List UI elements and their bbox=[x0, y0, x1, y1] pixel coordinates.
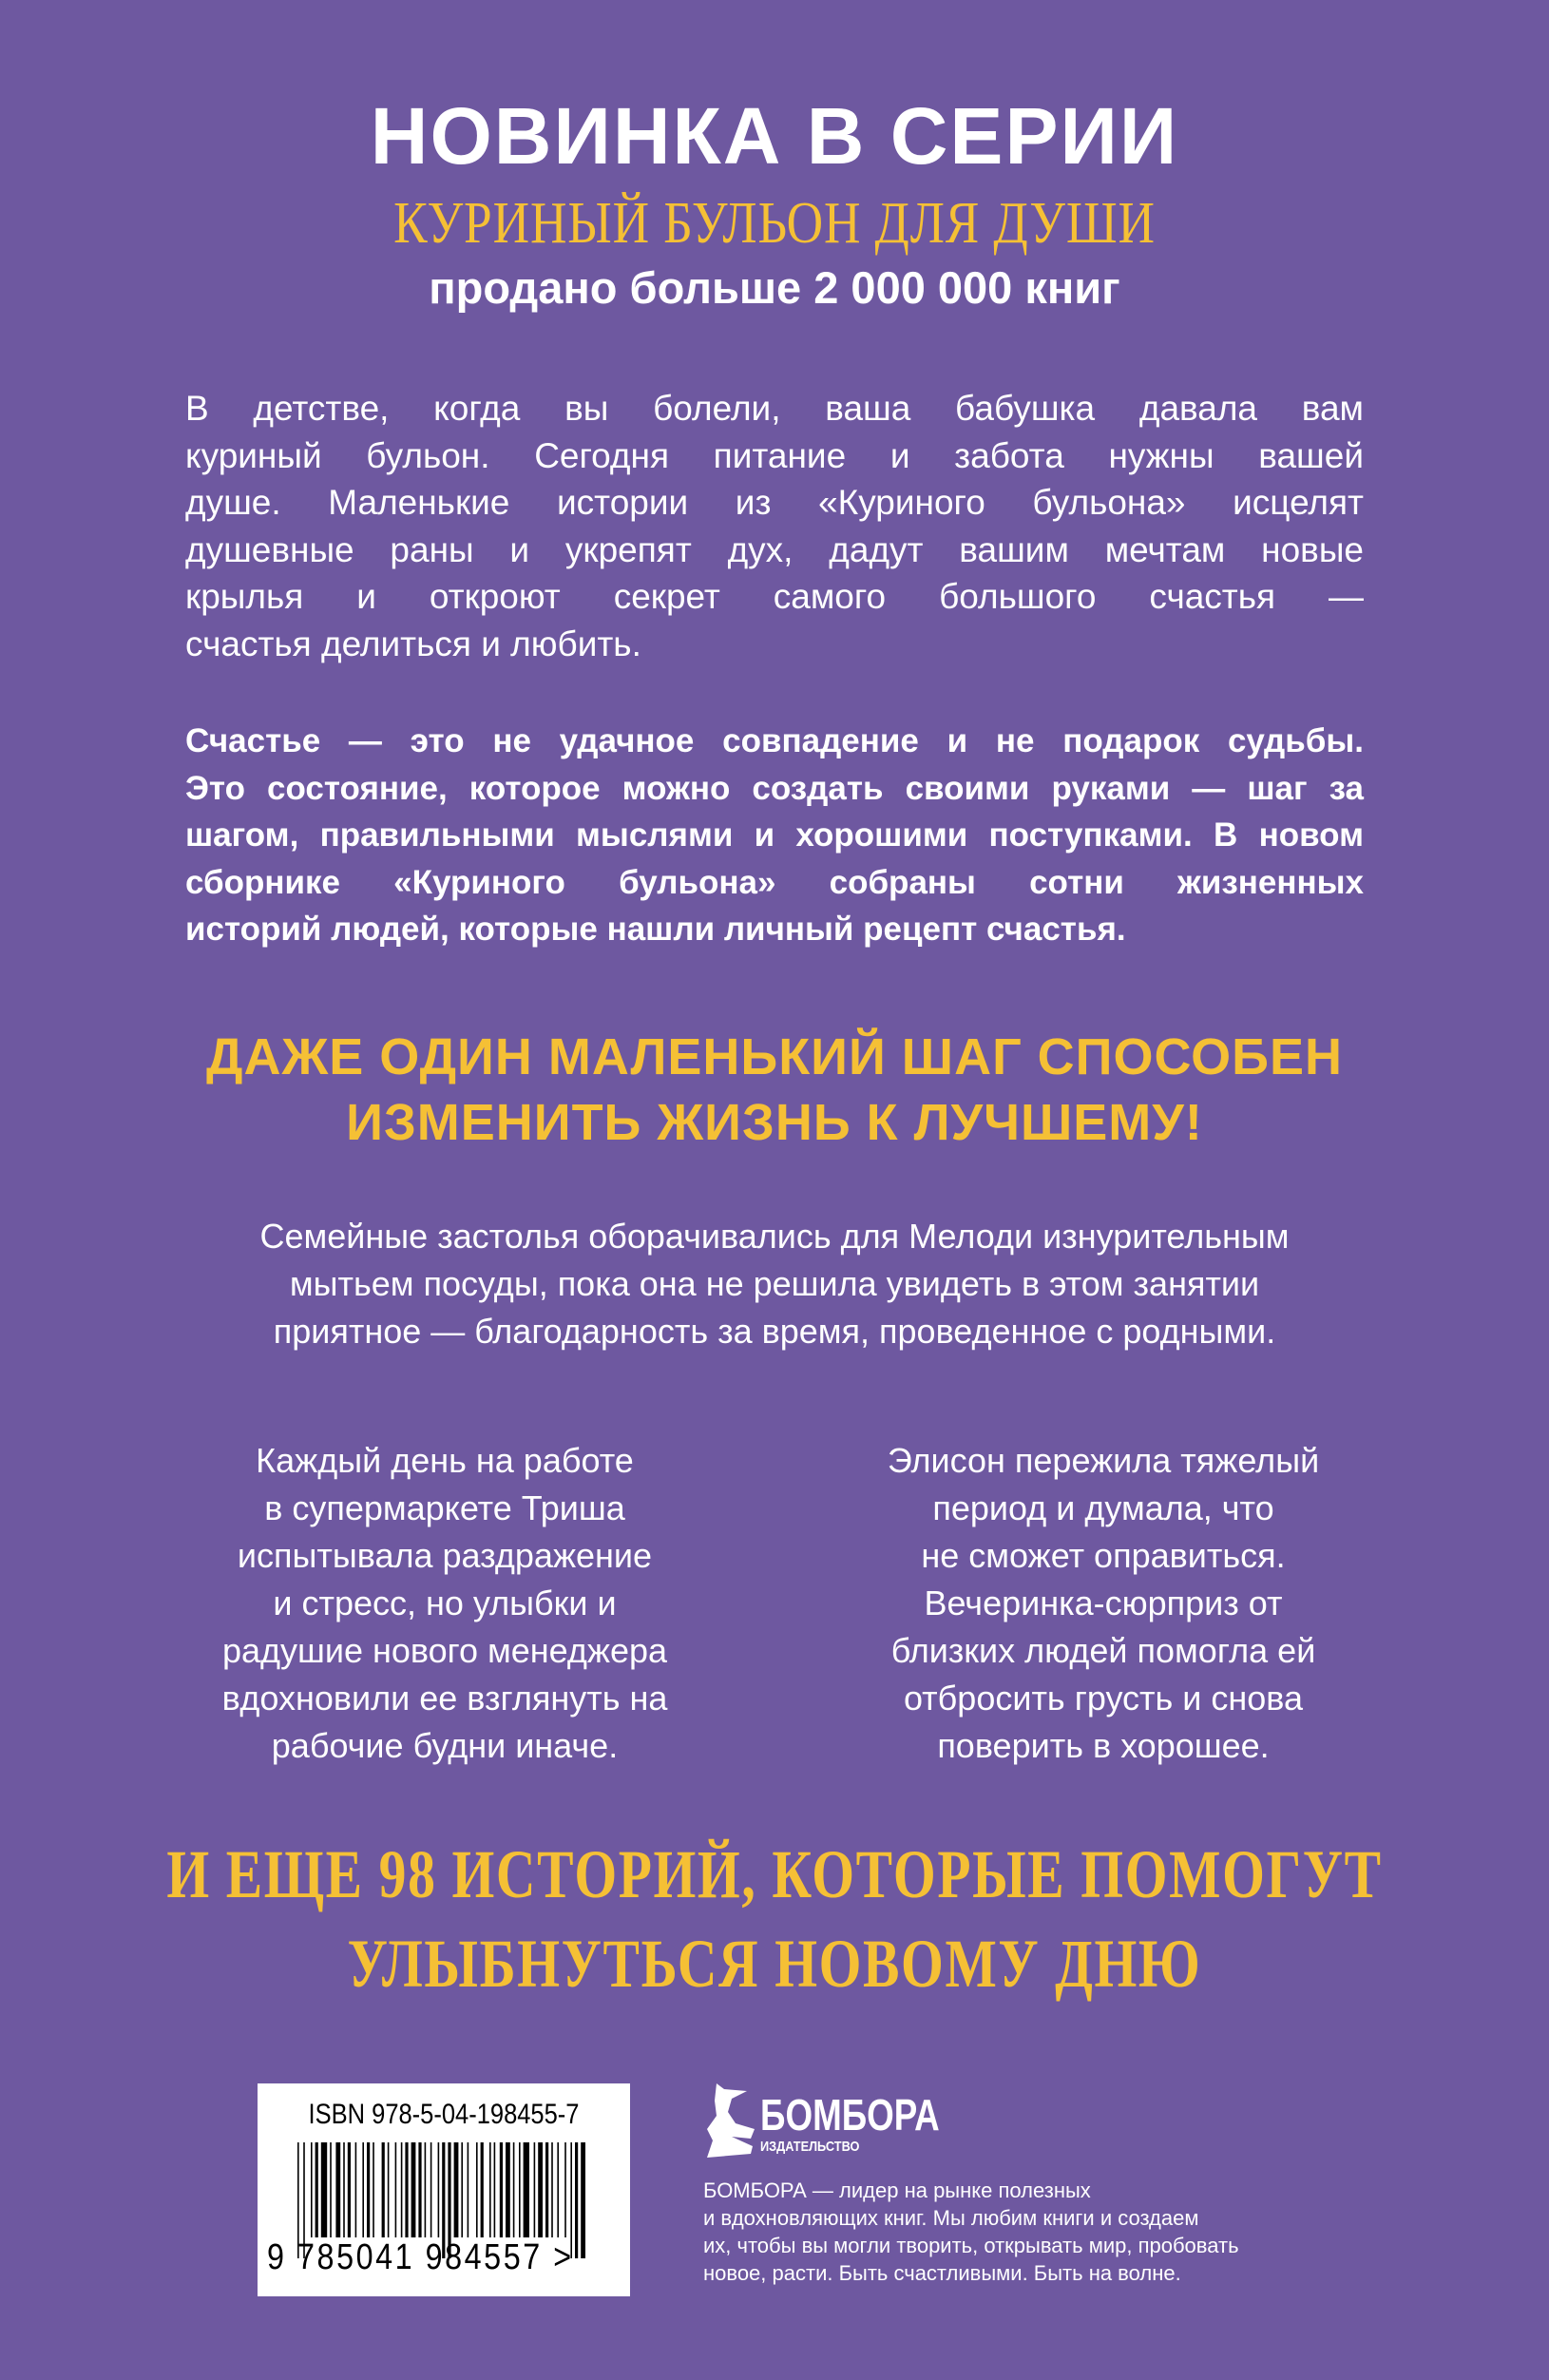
barcode-bar bbox=[489, 2142, 491, 2237]
barcode-bar bbox=[405, 2142, 408, 2237]
text-line: БОМБОРА — лидер на рынке полезных bbox=[703, 2178, 1091, 2202]
barcode-bar bbox=[418, 2142, 421, 2237]
barcode-bar bbox=[513, 2142, 515, 2237]
text-line: счастья делиться и любить. bbox=[185, 624, 641, 663]
text-line: душе. Маленькие истории из «Куриного бульона» исцелят bbox=[185, 483, 1364, 522]
barcode-bar bbox=[401, 2142, 403, 2237]
text-line: ДАЖЕ ОДИН МАЛЕНЬКИЙ ШАГ СПОСОБЕН bbox=[206, 1028, 1343, 1085]
barcode-bar bbox=[476, 2142, 478, 2237]
text-line: мытьем посуды, пока она не решила увидеть в этом занятии bbox=[289, 1264, 1260, 1303]
text-line: испытывала раздражение bbox=[237, 1536, 653, 1575]
barcode-bar bbox=[524, 2142, 529, 2237]
barcode-bar bbox=[519, 2142, 521, 2237]
story-trisha bbox=[141, 1437, 749, 1770]
publisher-subtitle: ИЗДАТЕЛЬСТВО bbox=[760, 2139, 860, 2155]
barcode-bar bbox=[425, 2142, 427, 2237]
story-alison bbox=[799, 1437, 1407, 1770]
text-line: ИЗМЕНИТЬ ЖИЗНЬ К ЛУЧШЕМУ! bbox=[346, 1094, 1203, 1151]
barcode-bar bbox=[367, 2142, 370, 2237]
text-line: И ЕЩЕ 98 ИСТОРИЙ, КОТОРЫЕ ПОМОГУТ bbox=[166, 1836, 1383, 1912]
barcode-bar bbox=[500, 2142, 503, 2237]
barcode-bar bbox=[316, 2142, 318, 2237]
isbn-text: ISBN 978-5-04-198455-7 bbox=[308, 2099, 580, 2130]
text-line: крылья и откроют секрет самого большого счастья — bbox=[185, 577, 1364, 616]
barcode-bar bbox=[534, 2142, 536, 2237]
text-line: период и думала, что bbox=[932, 1488, 1274, 1527]
bold-paragraph bbox=[185, 718, 1364, 953]
barcode-bar bbox=[355, 2142, 357, 2237]
barcode-number: 9 785041 984557 > bbox=[267, 2237, 574, 2277]
barcode-bar bbox=[461, 2142, 463, 2237]
series-name: КУРИНЫЙ БУЛЬОН ДЛЯ ДУШИ bbox=[393, 191, 1156, 256]
barcode-bar bbox=[330, 2142, 332, 2237]
barcode-bar bbox=[362, 2142, 364, 2237]
text-line: их, чтобы вы могли творить, открывать мир, пробовать bbox=[703, 2234, 1239, 2257]
text-line: куриный бульон. Сегодня питание и забота нужны вашей bbox=[185, 435, 1364, 475]
text-line: рабочие будни иначе. bbox=[271, 1726, 619, 1765]
text-line: Счастье — это не удачное совпадение и не подарок судьбы. bbox=[185, 722, 1364, 759]
publisher-name: БОМБОРА bbox=[760, 2090, 940, 2140]
barcode-bar bbox=[438, 2142, 440, 2237]
text-line: душевные раны и укрепят дух, дадут вашим мечтам новые bbox=[185, 529, 1364, 569]
text-line: Это состояние, которое можно создать своими руками — шаг за bbox=[185, 769, 1364, 807]
barcode-bar bbox=[382, 2142, 385, 2237]
text-line: новое, расти. Быть счастливыми. Быть на волне. bbox=[703, 2261, 1181, 2285]
headline-98-stories bbox=[155, 1830, 1394, 2008]
barcode-bar bbox=[321, 2142, 327, 2237]
text-line: вдохновили ее взглянуть на bbox=[221, 1679, 668, 1718]
text-line: в супермаркете Триша bbox=[264, 1488, 625, 1527]
barcode-bar bbox=[343, 2142, 345, 2237]
text-line: В детстве, когда вы болели, ваша бабушка давала вам bbox=[185, 389, 1364, 428]
text-line: поверить в хорошее. bbox=[937, 1726, 1270, 1765]
text-line: и вдохновляющих книг. Мы любим книги и создаем bbox=[703, 2206, 1199, 2230]
text-line: близких людей помогла ей bbox=[890, 1631, 1316, 1670]
barcode-bar bbox=[557, 2142, 559, 2237]
text-line: УЛЫБНУТЬСЯ НОВОМУ ДНЮ bbox=[347, 1926, 1202, 2002]
text-line: Каждый день на работе bbox=[256, 1441, 634, 1480]
barcode-bar bbox=[481, 2142, 484, 2237]
barcode-bar bbox=[506, 2142, 510, 2237]
barcode-bar bbox=[373, 2142, 374, 2237]
barcode-bar bbox=[454, 2142, 459, 2237]
text-line: сборнике «Куриного бульона» собраны сотни жизненных bbox=[185, 863, 1364, 901]
sales-count: продано больше 2 000 000 книг bbox=[429, 262, 1120, 313]
barcode-bar bbox=[311, 2142, 313, 2237]
text-line: приятное — благодарность за время, проведенное с родными. bbox=[273, 1312, 1276, 1351]
barcode-bar bbox=[494, 2142, 496, 2237]
text-line: историй людей, которые нашли личный рецепт счастья. bbox=[185, 911, 1126, 948]
story-melody bbox=[0, 1213, 1549, 1355]
text-line: Элисон пережила тяжелый bbox=[887, 1441, 1320, 1480]
barcode-bar bbox=[411, 2142, 416, 2237]
barcode-bar bbox=[335, 2142, 340, 2237]
barcode-bar bbox=[388, 2142, 390, 2237]
headline-small-step bbox=[0, 1025, 1549, 1156]
heading-new-in-series: НОВИНКА В СЕРИИ bbox=[370, 91, 1179, 181]
text-line: Вечеринка-сюрприз от bbox=[924, 1583, 1283, 1622]
barcode-bar bbox=[581, 2142, 585, 2258]
barcode-bar bbox=[395, 2142, 397, 2237]
barcode-bar bbox=[545, 2142, 548, 2237]
publisher-about bbox=[703, 2177, 1349, 2287]
barcode-bar bbox=[551, 2142, 553, 2237]
text-line: шагом, правильными мыслями и хорошими поступками. В новом bbox=[185, 816, 1364, 854]
text-line: и стресс, но улыбки и bbox=[273, 1583, 617, 1622]
text-line: радушие нового менеджера bbox=[221, 1631, 668, 1670]
barcode-bar bbox=[430, 2142, 432, 2237]
barcode-bar bbox=[575, 2142, 578, 2258]
barcode-bar bbox=[538, 2142, 543, 2237]
bombora-figure-icon bbox=[703, 2082, 756, 2159]
isbn-barcode bbox=[258, 2083, 630, 2296]
publisher-logo bbox=[703, 2082, 969, 2158]
barcode-bar bbox=[564, 2142, 566, 2237]
text-line: отбросить грусть и снова bbox=[903, 1679, 1304, 1718]
barcode-bar bbox=[468, 2142, 469, 2237]
barcode-bar bbox=[348, 2142, 351, 2237]
text-line: Семейные застолья оборачивались для Мелоди изнурительным bbox=[259, 1217, 1290, 1256]
text-line: не сможет оправиться. bbox=[921, 1536, 1286, 1575]
intro-paragraph bbox=[185, 385, 1364, 667]
